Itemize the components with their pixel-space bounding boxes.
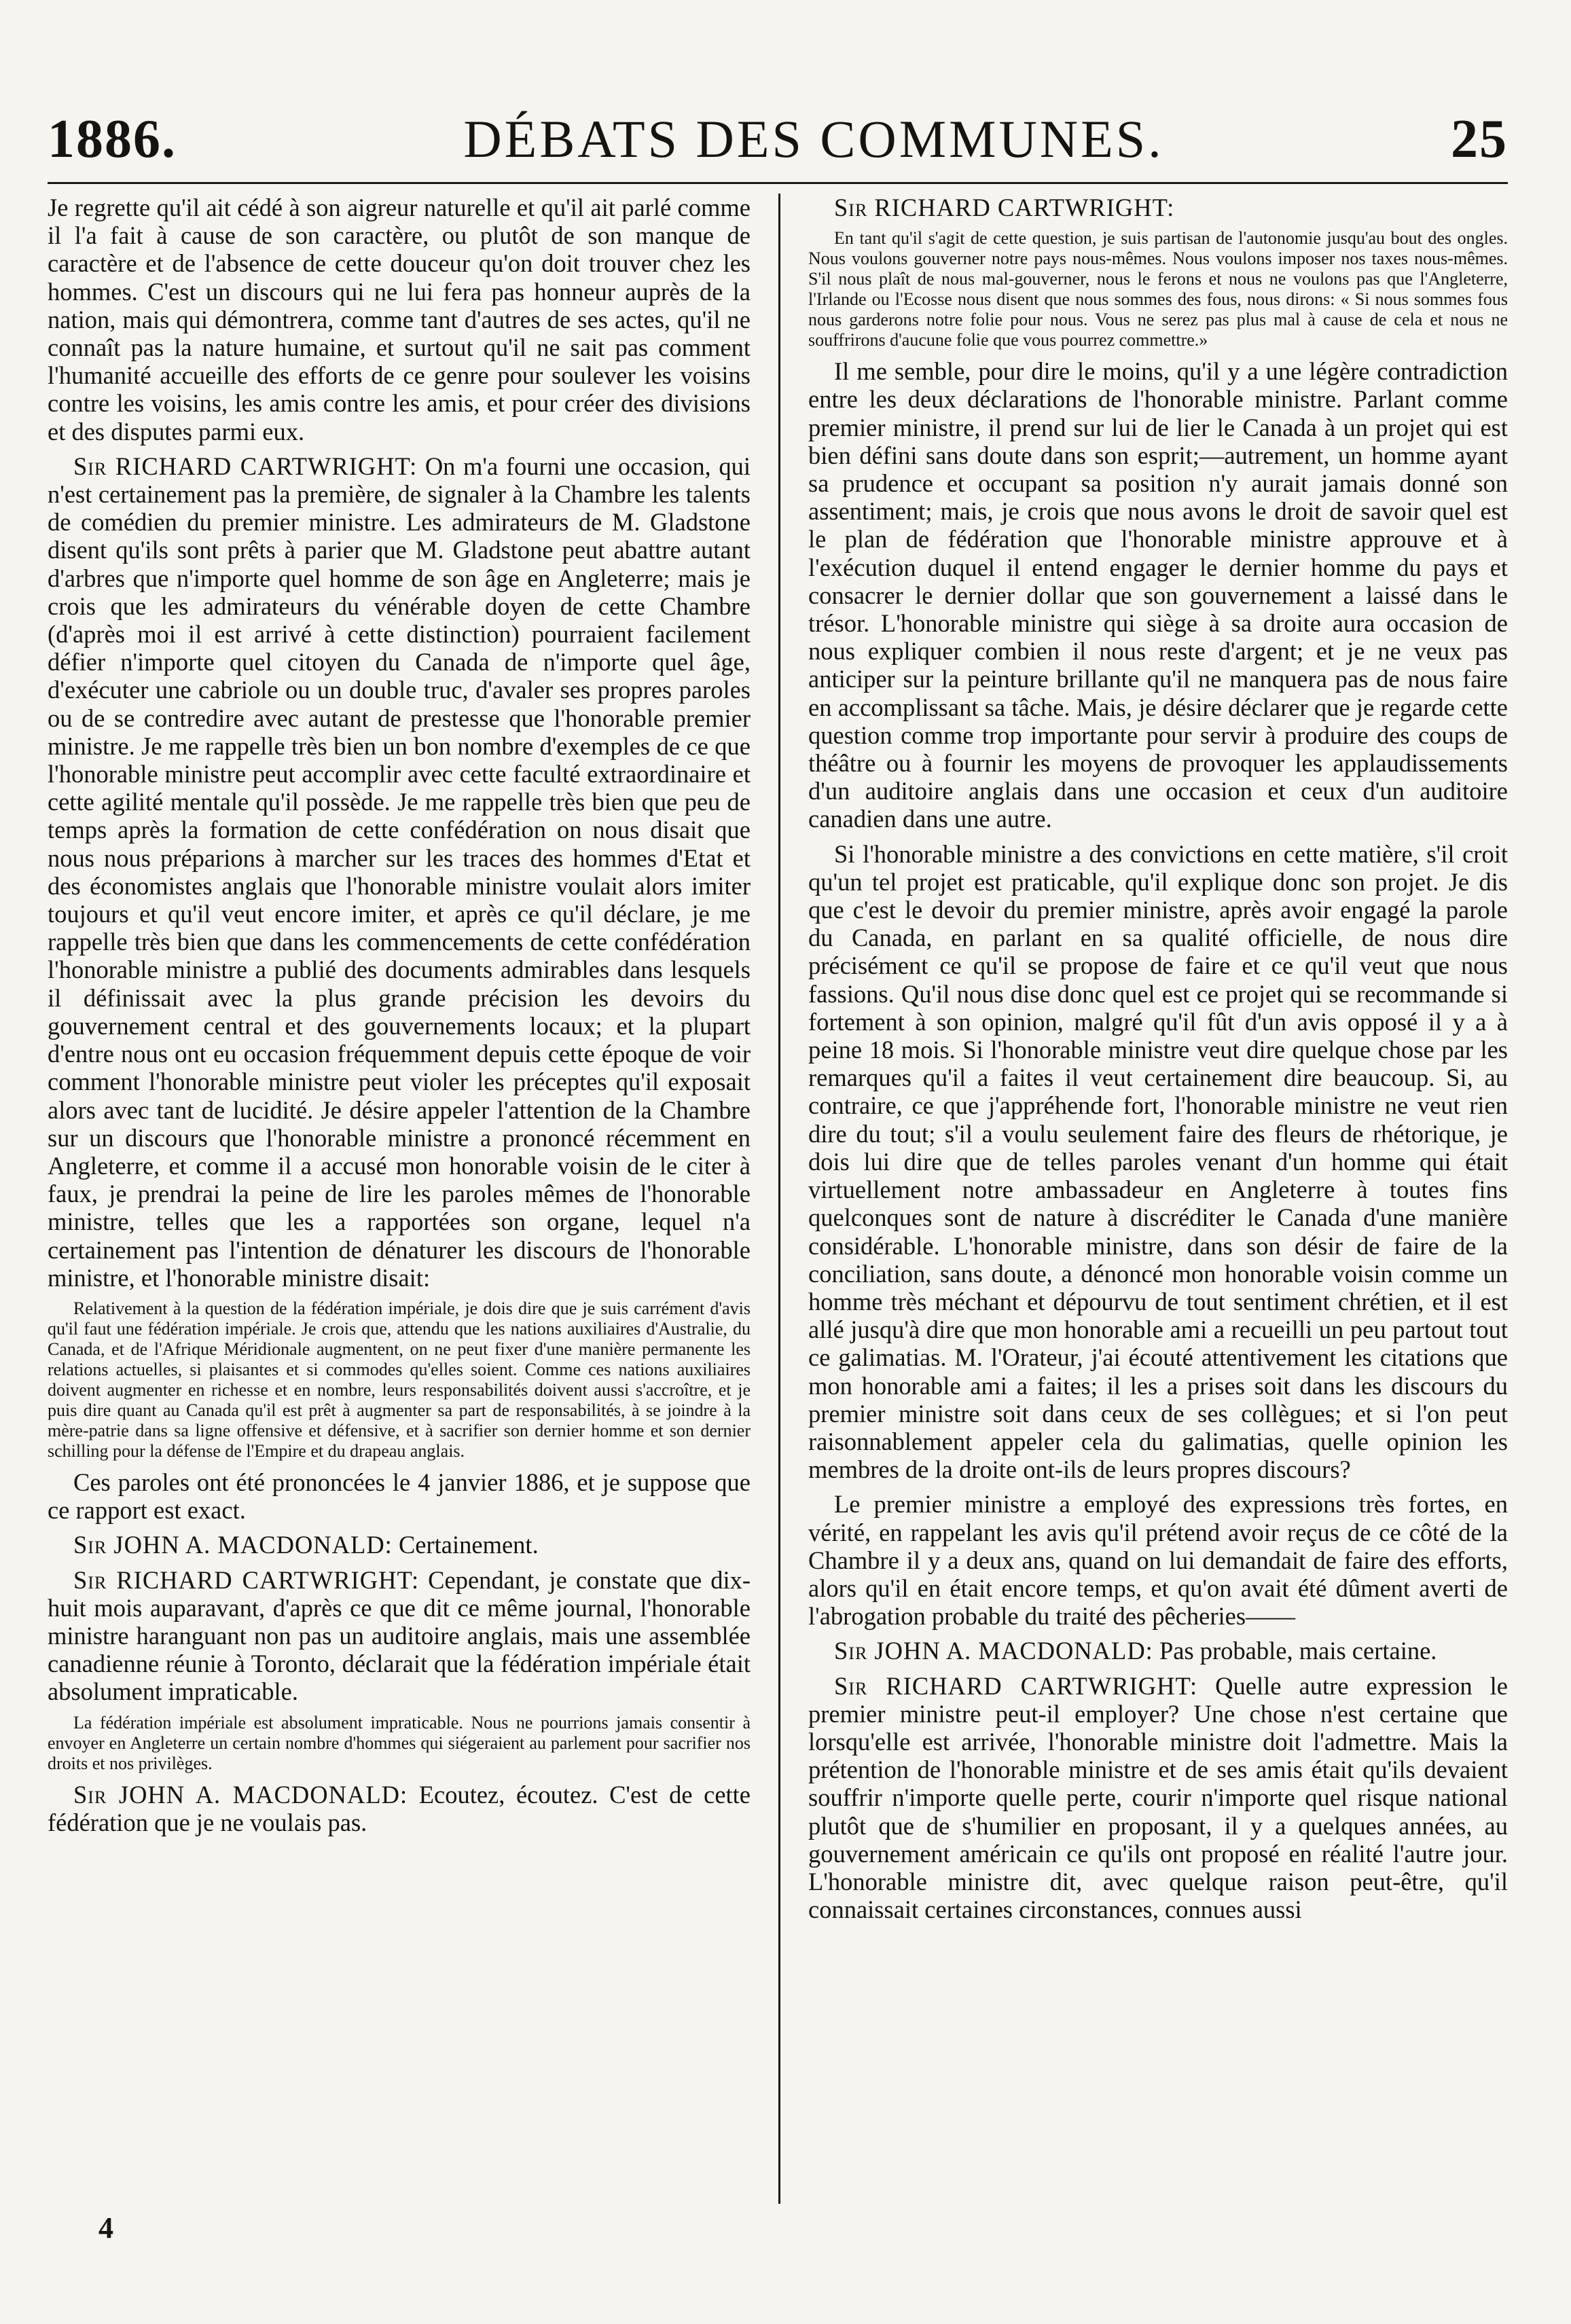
header-title: DÉBATS DES COMMUNES. [463, 109, 1164, 168]
right-paragraph-2: Il me semble, pour dire le moins, qu'il y a une légère contradiction entre les deux déclarations de l'honorable ministre. Parlant comme premier ministre, il prend sur lui de lier le Canada à un projet qui est bien défini sans doute dans son esprit;—autrement, un homme ayant sa prudence et occupant sa position n'y aurait jamais donné son assentiment; mais, je crois que nous avons le droit de savoir quel est le plan de fédération que l'honorable ministre approuve et à l'exécution duquel il entend engager le dernier homme du pays et consacrer le dernier dollar que son gouvernement a laissé dans le trésor. L'honorable ministre qui siège à sa droite aura occasion de nous expliquer combien il nous reste d'argent; et je ne veux pas anticiper sur la peinture brillante qu'il ne manquera pas de nous faire en accomplissant sa tâche. Mais, je désire déclarer que je regarde cette question comme trop importante pour servir à produire des coups de théâtre ou à fournir les moyens de provoquer les applaudissements d'un auditoire anglais dans une occasion et ceux d'un auditoire canadien dans une autre. [808, 357, 1508, 833]
speaker-name: Sir RICHARD CARTWRIGHT: [73, 1565, 420, 1594]
speaker-name: Sir JOHN A. MACDONALD: [73, 1531, 393, 1559]
left-paragraph-2 [48, 452, 751, 1292]
right-quote: En tant qu'il s'agit de cette question, je suis partisan de l'autonomie jusqu'au bout des ongles. Nous voulons gouverner notre pays nous-mêmes. Nous voulons imposer nos taxes nous-mêmes. S'il nous plaît de nous mal-gouverner, nous le ferons et nous ne voulons pas que l'Angleterre, l'Irlande ou l'Ecosse nous disent que nous sommes des fous, nous dirons: « Si nous sommes fous nous garderons notre folie pour nous. Vous ne serez pas plus mal à cause de cela et nous ne souffrirons d'aucune folie que vous pourrez commettre.» [808, 228, 1508, 350]
speaker-name: Sir RICHARD CARTWRIGHT: [834, 1671, 1198, 1700]
speaker-name: Sir JOHN A. MACDONALD: [73, 1780, 408, 1809]
speaker-name: Sir RICHARD CARTWRIGHT: [834, 194, 1175, 221]
left-column [48, 194, 751, 2258]
speech-text: Quelle autre expression le premier ministre peut-il employer? Une chose n'est certaine que lorsqu'elle est arrivée, l'honorable ministre doit l'admettre. Mais la prétention de l'honorable ministre et de ses amis était qu'ils devaient souffrir n'importe quelle perte, courir n'importe quel risque national plutôt que de s'humilier en proposant, il y a quelques années, au gouvernement américain ce qu'ils ont proposé en réalité l'autre jour. L'honorable ministre dit, avec quelque raison peut-être, qu'il connaissait certaines circonstances, connues aussi [808, 1671, 1508, 1924]
right-paragraph-6 [808, 1672, 1508, 1924]
left-paragraph-1: Je regrette qu'il ait cédé à son aigreur naturelle et qu'il ait parlé comme il l'a fait à cause de son caractère, ou plutôt de son manque de caractère et de l'absence de cette douceur qu'on doit trouver chez les hommes. C'est un discours qui ne lui fera pas honneur auprès de la nation, mais qui démontrera, comme tant d'autres de ses actes, qu'il ne connaît pas la nature humaine, et surtout qu'il ne sait pas comment l'humanité accueille des efforts de ce genre pour soulever les voisins contre les voisins, les amis contre les amis, et pour créer des divisions et des disputes parmi eux. [48, 194, 751, 446]
header-page-number: 25 [1451, 109, 1508, 169]
header-rule [48, 182, 1508, 184]
header-year: 1886. [48, 109, 177, 169]
right-paragraph-5 [808, 1637, 1508, 1665]
speech-text: Cependant, je constate que dix-huit mois auparavant, d'après ce que dit ce même journal, l'honorable ministre haranguant non pas un auditoire anglais, mais une assemblée canadienne réunie à Toronto, déclarait que la fédération impériale était absolument impraticable. [48, 1565, 751, 1706]
left-paragraph-3: Ces paroles ont été prononcées le 4 janvier 1886, et je suppose que ce rapport est exact. [48, 1468, 751, 1525]
left-quote-2: La fédération impériale est absolument impraticable. Nous ne pourrions jamais consentir à envoyer en Angleterre un certain nombre d'hommes qui siégeraient au parlement pour sacrifier nos droits et nos privilèges. [48, 1712, 751, 1773]
signature-mark: 4 [98, 2211, 113, 2245]
speech-text: Certainement. [398, 1531, 539, 1559]
speaker-name: Sir RICHARD CARTWRIGHT: [73, 452, 418, 480]
speech-text: Ecoutez, écoutez. C'est de cette fédération que je ne voulais pas. [48, 1780, 751, 1836]
column-divider [778, 194, 780, 2204]
right-speaker-heading [808, 194, 1508, 221]
page-header [48, 102, 1508, 177]
left-paragraph-4 [48, 1531, 751, 1559]
right-paragraph-3: Si l'honorable ministre a des convictions en cette matière, s'il croit qu'un tel projet est praticable, qu'il explique donc son projet. Je dis que c'est le devoir du premier ministre, après avoir engagé la parole du Canada, en parlant en sa qualité officielle, de nous dire précisément ce qu'il se propose de faire et ce qu'il veut que nous fassions. Qu'il nous dise donc quel est ce projet qui se recommande si fortement à son opinion, malgré qu'il fût d'un avis opposé il y a à peine 18 mois. Si l'honorable ministre veut dire quelque chose par les remarques qu'il a faites il veut certainement dire beaucoup. Si, au contraire, ce que j'appréhende fort, l'honorable ministre ne veut rien dire du tout; s'il a voulu seulement faire des fleurs de rhétorique, je dois lui dire que de telles paroles venant d'un homme qui était virtuellement notre ambassadeur en Angleterre à toutes fins quelconques sont de nature à discréditer le Canada d'une manière considérable. L'honorable ministre, dans son désir de faire de la conciliation, sans doute, a dénoncé mon honorable voisin comme un homme très méchant et dépourvu de tout sentiment chrétien, et il est allé jusqu'à dire que mon honorable ami a recueilli un peu partout tout ce galimatias. M. l'Orateur, j'ai écouté attentivement les citations que mon honorable ami a faites; il les a prises soit dans les discours du premier ministre soit dans ceux de ses collègues; et si l'on peut raisonnablement appeler cela du galimatias, quelle opinion les membres de la droite ont-ils de leurs propres discours? [808, 839, 1508, 1484]
right-paragraph-4: Le premier ministre a employé des expressions très fortes, en vérité, en rappelant les avis qu'il prétend avoir reçus de ce côté de la Chambre il y a deux ans, quand on lui demandait de faire des efforts, alors qu'il en était encore temps, et qu'on avait été dûment averti de l'abrogation probable du traité des pêcheries—— [808, 1490, 1508, 1631]
left-paragraph-5 [48, 1566, 751, 1706]
speech-text: On m'a fourni une occasion, qui n'est certainement pas la première, de signaler à la Chambre les talents de comédien du premier ministre. Les admirateurs de M. Gladstone disent qu'ils sont prêts à parier que M. Gladstone peut abattre autant d'arbres que n'importe quel homme de son âge en Angleterre; mais je crois que les admirateurs du vénérable doyen de cette Chambre (d'après moi il est arrivé à cette distinction) pourraient facilement défier n'importe quel citoyen du Canada de n'importe quel âge, d'exécuter une cabriole ou un double truc, d'avaler ses propres paroles ou de se contredire avec autant de prestesse que l'honorable premier ministre. Je me rappelle très bien un bon nombre d'exemples de ce que l'honorable ministre peut accomplir avec cette faculté extraordinaire et cette agilité mentale qu'il possède. Je me rappelle très bien que peu de temps après la formation de cette confédération on nous disait que nous nous préparions à marcher sur les traces des hommes d'Etat et des économistes anglais que l'honorable ministre voulait alors imiter toujours et qu'il veut encore imiter, et après ce qu'il déclare, je me rappelle très bien que dans les commencements de cette confédération l'honorable ministre a publié des documents admirables dans lesquels il définissait avec la plus grande précision les devoirs du gouvernement central et des gouvernements locaux; et la plupart d'entre nous ont eu occasion fréquemment depuis cette époque de voir comment l'honorable ministre peut violer les préceptes qu'il exposait alors avec tant de lucidité. Je désire appeler l'attention de la Chambre sur un discours que l'honorable ministre a prononcé récemment en Angleterre, et comme il a accusé mon honorable voisin de le citer à faux, je prendrai la peine de lire les paroles mêmes de l'honorable ministre, telles que les a rapportées son organe, lequel n'a certainement pas l'intention de dénaturer les discours de l'honorable ministre, et l'honorable ministre disait: [48, 452, 751, 1292]
speech-text: Pas probable, mais certaine. [1159, 1637, 1437, 1665]
left-paragraph-6 [48, 1781, 751, 1836]
left-quote-1: Relativement à la question de la fédération impériale, je dois dire que je suis carrément d'avis qu'il faut une fédération impériale. Je crois que, attendu que les nations auxiliaires d'Australie, du Canada, et de l'Afrique Méridionale augmentent, on ne peut fixer d'une manière permanente les relations actuelles, si plaisantes et si commodes qu'elles soient. Comme ces nations auxiliaires doivent augmenter en richesse et en nombre, leurs responsabilités doivent aussi s'accroître, et je puis dire quant au Canada qu'il est prêt à augmenter sa part de responsabilités, à se joindre à la mère-patrie dans sa ligne offensive et défensive, et à sacrifier son dernier homme et son dernier schilling pour la défense de l'Empire et du drapeau anglais. [48, 1298, 751, 1461]
speaker-name: Sir JOHN A. MACDONALD: [834, 1637, 1153, 1665]
right-column [808, 194, 1508, 2258]
